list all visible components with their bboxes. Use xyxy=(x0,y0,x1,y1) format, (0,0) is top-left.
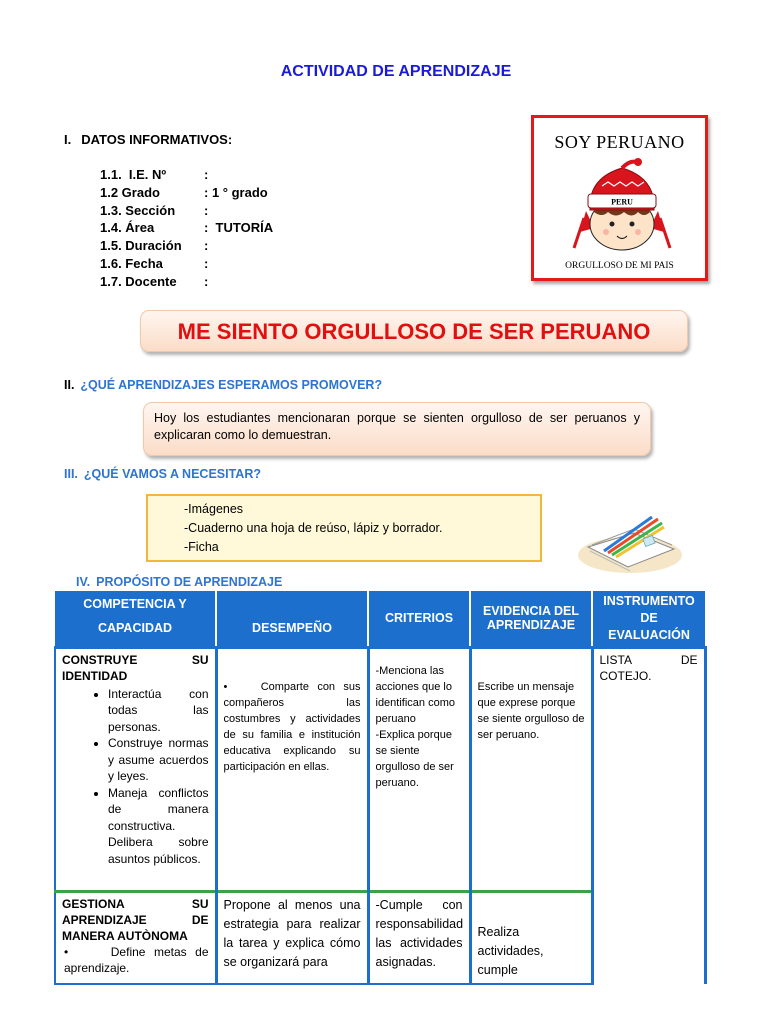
poster-title: SOY PERUANO xyxy=(554,132,685,152)
cell-evidencia: Realiza actividades, cumple xyxy=(470,891,592,984)
material-item: -Ficha xyxy=(184,540,219,554)
peruvian-boy-illustration xyxy=(572,156,672,256)
header-criterios: CRITERIOS xyxy=(368,591,470,647)
info-label: 1.6. Fecha xyxy=(100,256,163,271)
section-number: II. xyxy=(64,378,75,392)
cell-evidencia: Escribe un mensaje que exprese porque se siente orgulloso de ser peruano. xyxy=(470,647,592,891)
info-value: : xyxy=(204,203,209,218)
header-desempeno: DESEMPEÑO xyxy=(216,591,368,647)
purpose-table xyxy=(54,591,707,985)
main-title-banner: ME SIENTO ORGULLOSO DE SER PERUANO xyxy=(140,310,688,352)
material-item: -Imágenes xyxy=(184,502,244,516)
cell-criterios: -Cumple con responsabilidad las actividades asignadas. xyxy=(368,891,470,984)
capacidad-text: Define metas de aprendizaje. xyxy=(64,944,209,975)
section-label: PROPÓSITO DE APRENDIZAJE xyxy=(96,575,283,589)
desempeno-text: Comparte con sus compañeros las costumbres y actividades de su familia e institución educativa explicando su participación en ellas. xyxy=(223,680,361,773)
list-item: • Construye normas y asume acuerdos y leyes. xyxy=(108,735,209,785)
info-row xyxy=(100,238,208,253)
info-value: : xyxy=(204,274,209,289)
capacidades-list xyxy=(62,686,209,868)
header-competencia xyxy=(55,591,216,647)
criterio-text: -Menciona las acciones que lo identifican como peruano xyxy=(375,664,455,725)
info-value: : TUTORÍA xyxy=(204,220,274,235)
info-row xyxy=(100,274,208,289)
list-item: • Interactúa con todas las personas. xyxy=(108,686,209,736)
header-text: CAPACIDAD xyxy=(97,621,173,635)
material-item: -Cuaderno una hoja de reúso, lápiz y borrador. xyxy=(184,521,443,535)
table-row xyxy=(55,647,705,891)
header-text: COMPETENCIA Y xyxy=(83,597,187,611)
info-label: 1.7. Docente xyxy=(100,274,177,289)
criterio-text: -Explica porque se siente orgulloso de ser peruano. xyxy=(375,728,454,789)
document-title: ACTIVIDAD DE APRENDIZAJE xyxy=(280,63,512,80)
soy-peruano-poster xyxy=(531,115,708,281)
cell-competencia xyxy=(55,891,216,984)
info-label: 1.5. Duración xyxy=(100,238,182,253)
competencia-title: CONSTRUYE SU xyxy=(62,652,209,667)
bullet: • xyxy=(64,944,111,959)
purpose-table-wrapper xyxy=(54,591,704,985)
info-value: : 1 ° grado xyxy=(204,185,268,200)
info-row xyxy=(100,185,268,200)
notebook-pencils-illustration xyxy=(574,505,684,577)
cell-desempeno: Propone al menos una estrategia para realizar la tarea y explica cómo se organizará para xyxy=(216,891,368,984)
cell-desempeno xyxy=(216,647,368,891)
info-row xyxy=(100,220,273,235)
section-necesitar-heading xyxy=(64,467,261,481)
section-datos-heading xyxy=(64,132,232,147)
section-number: III. xyxy=(64,467,78,481)
list-item: • Maneja conflictos de manera constructiva. Delibera sobre asuntos públicos. xyxy=(108,785,209,868)
info-value: : xyxy=(204,256,209,271)
section-number: IV. xyxy=(76,575,91,589)
section-aprendizajes-heading xyxy=(64,378,382,392)
materials-box xyxy=(146,494,542,562)
info-value: : xyxy=(204,238,209,253)
poster-subtitle: ORGULLOSO DE MI PAIS xyxy=(565,261,674,271)
header-evidencia: EVIDENCIA DEL APRENDIZAJE xyxy=(470,591,592,647)
cell-instrumento: LISTA DE COTEJO. xyxy=(592,647,705,984)
competencia-title: APRENDIZAJE DE xyxy=(62,912,209,927)
section-number: I. xyxy=(64,132,72,147)
info-row xyxy=(100,203,208,218)
info-row xyxy=(100,167,208,182)
capacidad-item xyxy=(62,944,209,976)
info-label: 1.4. Área xyxy=(100,220,155,235)
section-label: ¿QUÉ APRENDIZAJES ESPERAMOS PROMOVER? xyxy=(80,378,383,392)
cell-competencia xyxy=(55,647,216,891)
cell-criterios xyxy=(368,647,470,891)
info-label: 1.3. Sección xyxy=(100,203,176,218)
header-instrumento: INSTRUMENTO DE EVALUACIÓN xyxy=(592,591,705,647)
info-label: 1.1. I.E. Nº xyxy=(100,167,167,182)
learning-goal-box: Hoy los estudiantes mencionaran porque se sienten orgulloso de ser peruanos y explicaran como lo demuestran. xyxy=(143,402,651,456)
competencia-title: GESTIONA SU xyxy=(62,896,209,911)
hat-label: PERU xyxy=(611,197,633,207)
info-label: 1.2 Grado xyxy=(100,185,160,200)
section-label: DATOS INFORMATIVOS: xyxy=(81,132,233,147)
table-header-row xyxy=(55,591,705,647)
section-label: ¿QUÉ VAMOS A NECESITAR? xyxy=(83,467,261,481)
section-proposito-heading xyxy=(76,575,282,589)
bullet: • xyxy=(223,680,261,693)
competencia-title: MANERA AUTÒNOMA xyxy=(62,928,188,943)
info-row xyxy=(100,256,208,271)
info-value: : xyxy=(204,167,209,182)
competencia-title: IDENTIDAD xyxy=(62,668,128,683)
